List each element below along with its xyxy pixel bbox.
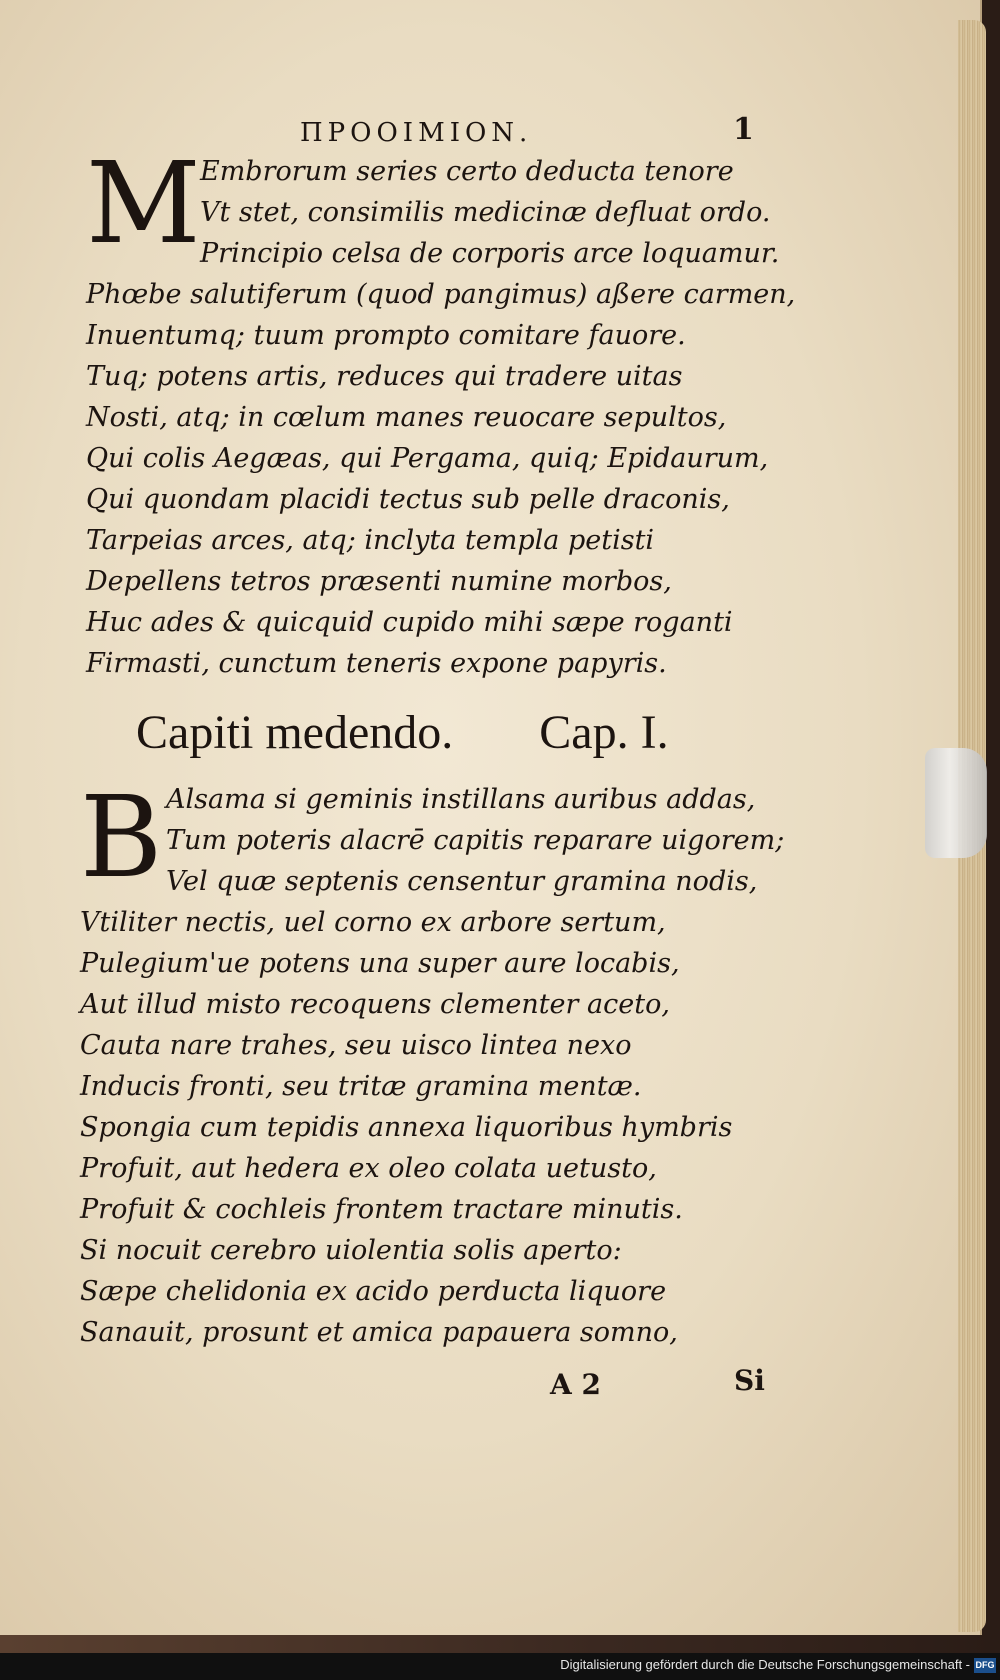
chapter-line: Profuit & cochleis frontem tractare minutis. — [80, 1194, 683, 1225]
chapter-number: Cap. I. — [539, 706, 669, 759]
proem-line: Inuentumq; tuum prompto comitare fauore. — [86, 320, 686, 351]
chapter-line: Cauta nare trahes, seu uisco lintea nexo — [80, 1030, 632, 1061]
proem-line: Qui colis Aegæas, qui Pergama, quiq; Epidaurum, — [86, 443, 769, 474]
proem-line: Depellens tetros præsenti numine morbos, — [86, 566, 672, 597]
proem-drop-initial: M — [86, 139, 201, 269]
chapter-line: Tum poteris alacrē capitis reparare uigorem; — [166, 825, 785, 856]
chapter-heading — [136, 705, 669, 760]
proem-line: Vt stet, consimilis medicinæ defluat ordo. — [200, 197, 771, 228]
chapter-line: Inducis fronti, seu tritæ gramina mentæ. — [80, 1071, 642, 1102]
chapter-line: Aut illud misto recoquens clementer aceto, — [80, 989, 670, 1020]
running-head: ΠΡΟΟΙΜΙΟΝ. — [300, 118, 533, 148]
proem-line: Qui quondam placidi tectus sub pelle draconis, — [86, 484, 730, 515]
proem-line: Principio celsa de corporis arce loquamur. — [200, 238, 780, 269]
chapter-drop-initial: B — [80, 773, 163, 903]
chapter-line: Spongia cum tepidis annexa liquoribus hymbris — [80, 1112, 733, 1143]
chapter-line: Pulegium'ue potens una super aure locabis, — [80, 948, 680, 979]
chapter-line: Alsama si geminis instillans auribus addas, — [166, 784, 756, 815]
chapter-title: Capiti medendo. — [136, 706, 454, 759]
proem-line: Tarpeias arces, atq; inclyta templa petisti — [86, 525, 655, 556]
chapter-line: Si nocuit cerebro uiolentia solis aperto: — [80, 1235, 622, 1266]
proem-line: Tuq; potens artis, reduces qui tradere uitas — [86, 361, 683, 392]
proem-line: Embrorum series certo deducta tenore — [200, 156, 734, 187]
footer-credit: Digitalisierung gefördert durch die Deutsche Forschungsgemeinschaft - — [560, 1657, 970, 1672]
proem-line: Firmasti, cunctum teneris expone papyris. — [86, 648, 667, 679]
folio-number: 1 — [733, 112, 754, 147]
catchword: Si — [734, 1364, 765, 1397]
chapter-line: Profuit, aut hedera ex oleo colata uetusto, — [80, 1153, 657, 1184]
dfg-logo-icon: DFG — [974, 1658, 996, 1673]
proem-line: Nosti, atq; in cœlum manes reuocare sepultos, — [86, 402, 727, 433]
chapter-line: Vel quæ septenis censentur gramina nodis, — [166, 866, 758, 897]
chapter-line: Sanauit, prosunt et amica papauera somno, — [80, 1317, 678, 1348]
chapter-line: Sæpe chelidonia ex acido perducta liquore — [80, 1276, 667, 1307]
proem-line: Phœbe salutiferum (quod pangimus) aßere carmen, — [86, 279, 796, 310]
bookmark-clip — [925, 748, 987, 858]
proem-line: Huc ades & quicquid cupido mihi sæpe roganti — [86, 607, 733, 638]
digitization-footer — [0, 1653, 1000, 1680]
chapter-line: Vtiliter nectis, uel corno ex arbore sertum, — [80, 907, 666, 938]
signature-mark: A 2 — [550, 1368, 601, 1401]
